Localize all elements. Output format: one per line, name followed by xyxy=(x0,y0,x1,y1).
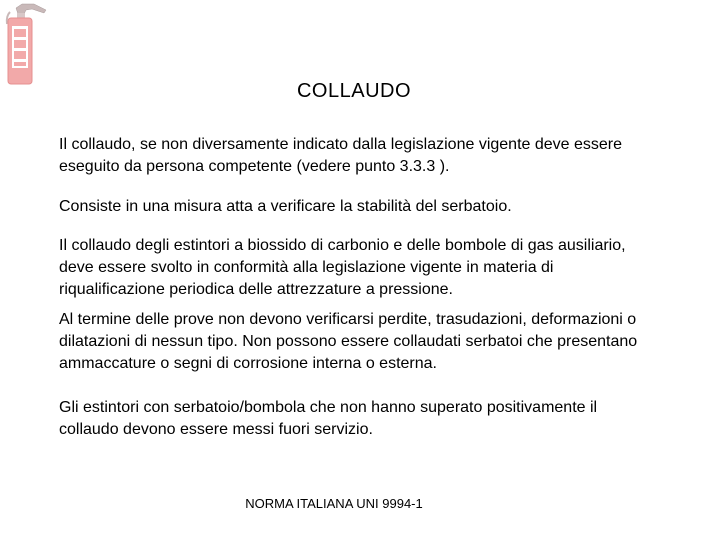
paragraph-competent-person: Il collaudo, se non diversamente indicato dalla legislazione vigente deve essere eseguito da persona competente (vedere punto 3.3.3 ). xyxy=(59,136,623,175)
paragraph-out-of-service: Gli estintori con serbatoio/bombola che non hanno superato positivamente il collaudo devono essere messi fuori servizio. xyxy=(59,399,598,438)
paragraph-co2-extinguishers: Il collaudo degli estintori a biossido di carbonio e delle bombole di gas ausiliario, deve essere svolto in conformità alla legislazione vigente in materia di riqualificazione periodica delle attrezzature a pressione. xyxy=(59,237,626,298)
fire-extinguisher-icon xyxy=(2,0,48,86)
paragraph-stability: Consiste in una misura atta a verificare la stabilità del serbatoio. xyxy=(59,198,512,215)
paragraph-test-results: Al termine delle prove non devono verificarsi perdite, trasudazioni, deformazioni o dilatazioni di nessun tipo. Non possono essere collaudati serbatoi che presentano ammaccature o segni di corrosione interna o esterna. xyxy=(59,311,638,372)
footer-standard-reference: NORMA ITALIANA UNI 9994-1 xyxy=(245,496,423,511)
page-title: COLLAUDO xyxy=(296,80,412,102)
